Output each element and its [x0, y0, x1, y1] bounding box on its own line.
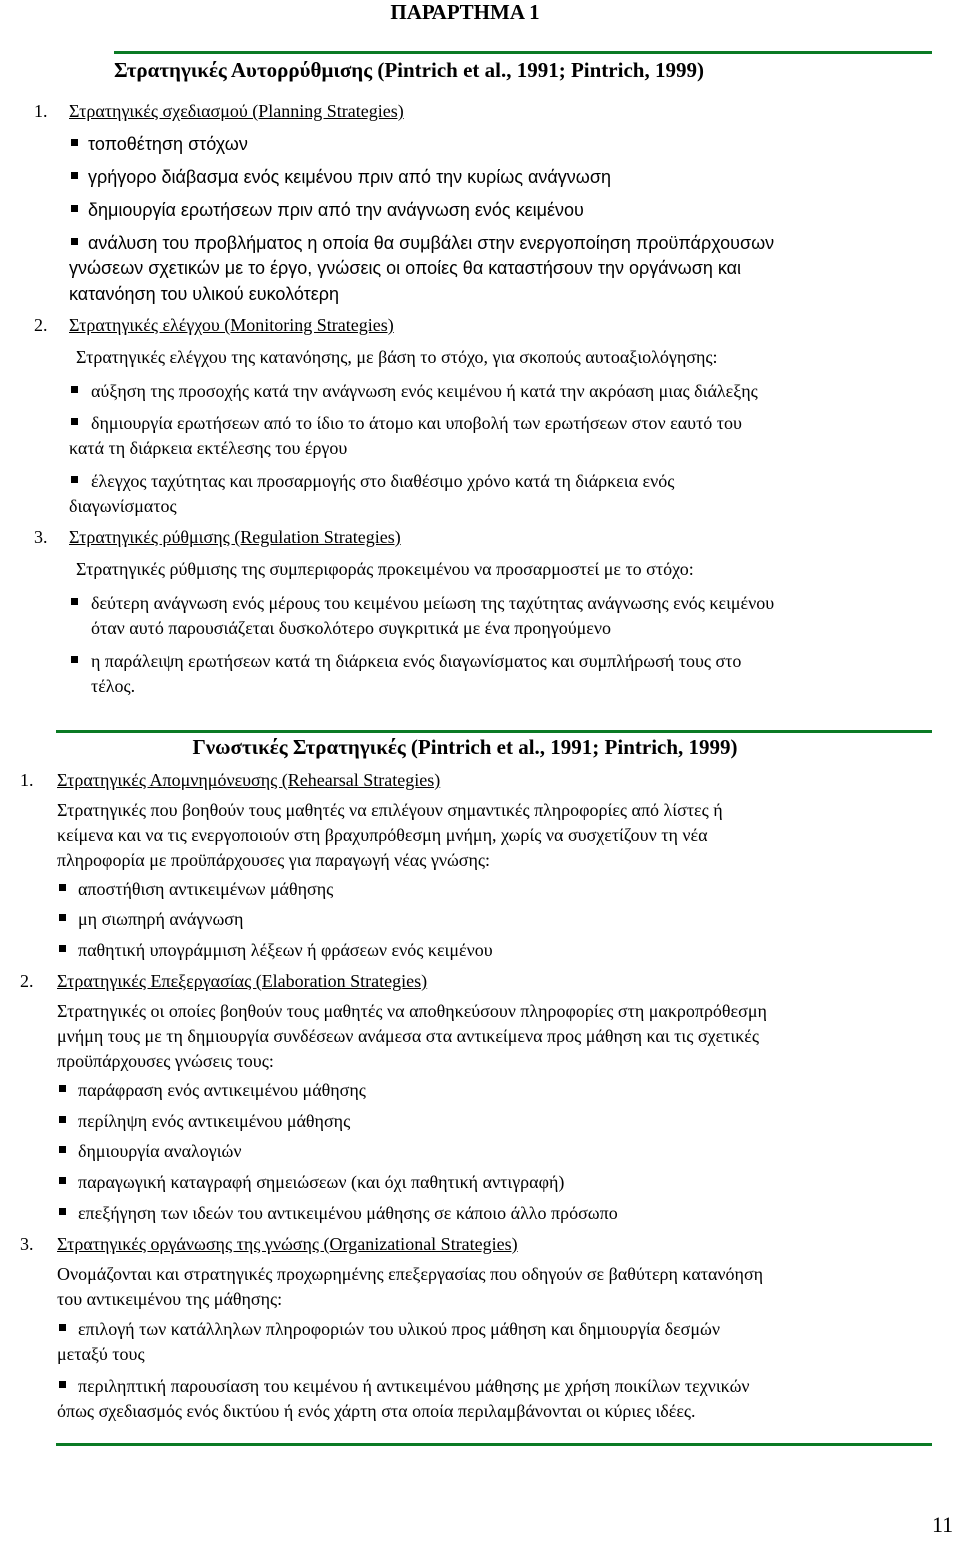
s2-item1-intro: πληροφορία με προϋπάρχουσες για παραγωγή νέας γνώσης: [57, 850, 491, 870]
s2-item1-title: Στρατηγικές Απομνημόνευσης (Rehearsal Strategies) [57, 770, 441, 790]
bullet-icon [71, 139, 78, 146]
bullet-icon [71, 418, 78, 425]
bullet-icon [59, 914, 66, 921]
bullet-icon [71, 386, 78, 393]
s2-item3-intro: του αντικειμένου της μάθησης: [57, 1289, 283, 1309]
s2-item3-number: 3. [20, 1234, 34, 1254]
s1-item1-number: 1. [34, 101, 48, 121]
bullet-icon [71, 598, 78, 605]
s1-item3-number: 3. [34, 527, 48, 547]
s2-item2-intro: προϋπάρχουσες γνώσεις τους: [57, 1051, 274, 1071]
s2-item3-bullet: περιληπτική παρουσίαση του κειμένου ή αντικειμένου μάθησης με χρήση ποικίλων τεχνικών [78, 1376, 750, 1396]
bullet-icon [71, 172, 78, 179]
s2-item3-intro: Ονομάζονται και στρατηγικές προχωρημένης επεξεργασίας που οδηγούν σε βαθύτερη κατανόηση [57, 1264, 764, 1284]
bullet-icon [71, 205, 78, 212]
bottom-rule [56, 1443, 932, 1446]
bullet-icon [59, 1085, 66, 1092]
bullet-icon [59, 1324, 66, 1331]
s2-item2-bullet: επεξήγηση των ιδεών του αντικειμένου μάθησης σε κάποιο άλλο πρόσωπο [78, 1203, 618, 1223]
s1-item1-bullet: ανάλυση του προβλήματος η οποία θα συμβάλει στην ενεργοποίηση προϋπάρχουσων [88, 233, 775, 253]
s2-item2-intro: Στρατηγικές οι οποίες βοηθούν τους μαθητές να αποθηκεύσουν πληροφορίες στη μακροπρόθεσμη [57, 1001, 767, 1021]
s2-item1-bullet: παθητική υπογράμμιση λέξεων ή φράσεων ενός κειμένου [78, 940, 493, 960]
s1-item3-bullet-cont: όταν αυτό παρουσιάζεται δυσκολότερο συγκριτικά με ένα προηγούμενο [91, 618, 611, 638]
s2-item2-bullet: περίληψη ενός αντικειμένου μάθησης [78, 1111, 351, 1131]
bullet-icon [59, 945, 66, 952]
s1-item3-intro: Στρατηγικές ρύθμισης της συμπεριφοράς προκειμένου να προσαρμοστεί με το στόχο: [76, 559, 694, 579]
s2-item2-number: 2. [20, 971, 34, 991]
s1-item1-bullet: δημιουργία ερωτήσεων πριν από την ανάγνωση ενός κειμένου [88, 200, 584, 220]
s1-item3-bullet-cont: τέλος. [91, 676, 136, 696]
section2-rule [56, 730, 932, 733]
s1-item2-bullet: έλεγχος ταχύτητας και προσαρμογής στο διαθέσιμο χρόνο κατά τη διάρκεια ενός [91, 471, 675, 491]
s2-item3-bullet: επιλογή των κατάλληλων πληροφοριών του υλικού προς μάθηση και δημιουργία δεσμών [78, 1319, 720, 1339]
s2-item1-number: 1. [20, 770, 34, 790]
s2-item1-bullet: αποστήθιση αντικειμένων μάθησης [78, 879, 334, 899]
s2-item3-title: Στρατηγικές οργάνωσης της γνώσης (Organizational Strategies) [57, 1234, 518, 1254]
bullet-icon [59, 1208, 66, 1215]
s1-item2-bullet: αύξηση της προσοχής κατά την ανάγνωση ενός κειμένου ή κατά την ακρόαση μιας διάλεξης [91, 381, 758, 401]
bullet-icon [59, 884, 66, 891]
s1-item1-title: Στρατηγικές σχεδιασμού (Planning Strategies) [69, 101, 404, 121]
s2-item1-bullet: μη σιωπηρή ανάγνωση [78, 909, 244, 929]
s1-item1-bullet: τοποθέτηση στόχων [88, 134, 248, 154]
bullet-icon [59, 1116, 66, 1123]
s1-item3-title: Στρατηγικές ρύθμισης (Regulation Strategies) [69, 527, 401, 547]
s1-item3-bullet: η παράλειψη ερωτήσεων κατά τη διάρκεια ενός διαγωνίσματος και συμπλήρωσή τους στο [91, 651, 742, 671]
s2-item3-bullet-cont: όπως σχεδιασμός ενός δικτύου ή ενός χάρτη στα οποία περιλαμβάνονται οι κύριες ιδέες. [57, 1401, 696, 1421]
s1-item2-bullet-cont: κατά τη διάρκεια εκτέλεσης του έργου [69, 438, 348, 458]
s1-item1-bullet-cont: κατανόηση του υλικού ευκολότερη [69, 284, 339, 304]
s2-item1-intro: κείμενα και να τις ενεργοποιούν στη βραχυπρόθεσμη μνήμη, χωρίς να συσχετίζουν τη νέα [57, 825, 708, 845]
s2-item1-intro: Στρατηγικές που βοηθούν τους μαθητές να επιλέγουν σημαντικές πληροφορίες από λίστες ή [57, 800, 723, 820]
s2-item3-bullet-cont: μεταξύ τους [57, 1344, 145, 1364]
s1-item3-bullet: δεύτερη ανάγνωση ενός μέρους του κειμένου μείωση της ταχύτητας ανάγνωσης ενός κειμένου [91, 593, 775, 613]
bullet-icon [71, 238, 78, 245]
s1-item1-bullet-cont: γνώσεων σχετικών με το έργο, γνώσεις οι οποίες θα καταστήσουν την οργάνωση και [69, 258, 742, 278]
s2-item2-bullet: δημιουργία αναλογιών [78, 1141, 242, 1161]
s1-item1-bullet: γρήγορο διάβασμα ενός κειμένου πριν από την κυρίως ανάγνωση [88, 167, 611, 187]
bullet-icon [59, 1146, 66, 1153]
page-title: ΠΑΡΑΡΤΗΜΑ 1 [390, 0, 540, 24]
s2-item2-title: Στρατηγικές Επεξεργασίας (Elaboration Strategies) [57, 971, 428, 991]
bullet-icon [71, 476, 78, 483]
bullet-icon [71, 656, 78, 663]
top-rule [114, 51, 932, 54]
s1-item2-title: Στρατηγικές ελέγχου (Monitoring Strategies) [69, 315, 394, 335]
s1-item2-number: 2. [34, 315, 48, 335]
s1-item2-intro: Στρατηγικές ελέγχου της κατανόησης, με βάση το στόχο, για σκοπούς αυτοαξιολόγησης: [76, 347, 718, 367]
bullet-icon [59, 1177, 66, 1184]
s2-item2-intro: μνήμη τους με τη δημιουργία συνδέσεων ανάμεσα στα αντικείμενα προς μάθηση και τις σχετικές [57, 1026, 759, 1046]
s2-item2-bullet: παραγωγική καταγραφή σημειώσεων (και όχι παθητική αντιγραφή) [78, 1172, 565, 1192]
page-number: 11 [932, 1512, 954, 1537]
section2-heading: Γνωστικές Στρατηγικές (Pintrich et al., 1991; Pintrich, 1999) [192, 735, 738, 759]
bullet-icon [59, 1381, 66, 1388]
s2-item2-bullet: παράφραση ενός αντικειμένου μάθησης [78, 1080, 366, 1100]
s1-item2-bullet: δημιουργία ερωτήσεων από το ίδιο το άτομο και υποβολή των ερωτήσεων στον εαυτό του [91, 413, 742, 433]
s1-item2-bullet-cont: διαγωνίσματος [69, 496, 177, 516]
section1-heading: Στρατηγικές Αυτορρύθμισης (Pintrich et al., 1991; Pintrich, 1999) [114, 58, 704, 82]
